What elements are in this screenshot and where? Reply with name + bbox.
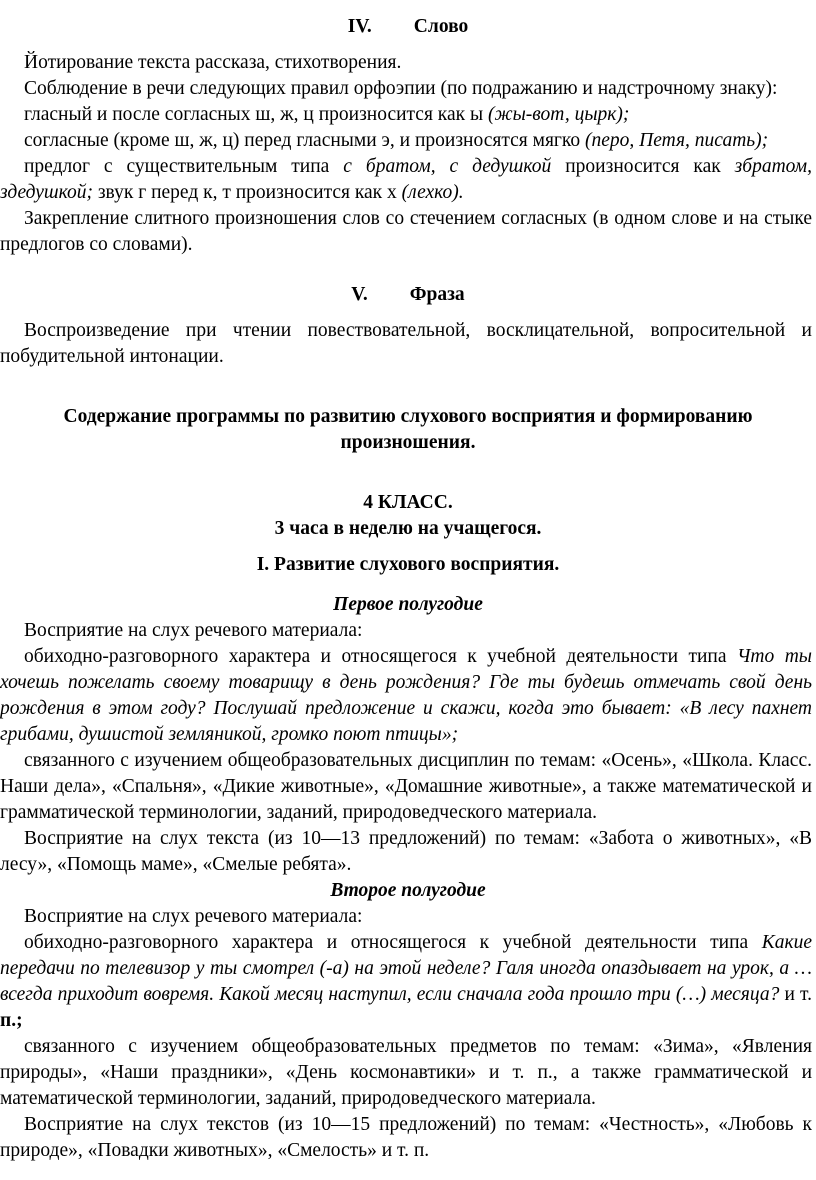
- text: обиходно-разговорного характера и относящегося к учебной деятельности типа: [24, 646, 737, 667]
- paragraph: Восприятие на слух текста (из 10—13 предложений) по темам: «Забота о животных», «В лесу», «Помощь маме», «Смелые ребята».: [0, 828, 812, 875]
- paragraph: [0, 128, 816, 154]
- paragraph: Восприятие на слух речевого материала:: [24, 906, 363, 927]
- text: предлог с существительным типа: [24, 156, 344, 177]
- paragraph: Соблюдение в речи следующих правил орфоэпии (по подражанию и надстрочному знаку):: [24, 78, 778, 99]
- section-heading-phrase: [0, 282, 816, 308]
- text: звук г перед к, т произносится как х: [92, 182, 402, 203]
- example-text: Что ты хочешь пожелать своему товарищу в день рождения? Где ты будешь отмечать свой день рождения в этом году? Послушай предложение и скажи, когда это бывает: «В лесу пахнет грибами, душистой земляникой, громко поют птицы»;: [0, 646, 812, 745]
- section-title: Фраза: [409, 284, 465, 305]
- section-title: Слово: [413, 16, 469, 37]
- example-text: с братом, с дедушкой: [343, 156, 552, 177]
- text: гласный и после согласных ш, ж, ц произносится как ы: [24, 104, 488, 125]
- paragraph: Восприятие на слух текстов (из 10—15 предложений) по темам: «Честность», «Любовь к природе», «Повадки животных», «Смелость» и т. п.: [0, 1114, 812, 1161]
- semester-title: Второе полугодие: [330, 880, 486, 901]
- text: произносится как: [551, 156, 735, 177]
- example-text: (перо, Петя, писать);: [585, 130, 769, 151]
- paragraph: Йотирование текста рассказа, стихотворения.: [24, 52, 402, 73]
- text: п.;: [0, 1010, 23, 1031]
- grade-heading: 4 КЛАСС.: [363, 492, 453, 513]
- hours-heading: 3 часа в неделю на учащегося.: [274, 518, 542, 539]
- paragraph: [0, 930, 816, 1034]
- example-text: (лехко).: [401, 182, 464, 203]
- example-text: Какие передачи по телевизор у ты смотрел (-а) на этой неделе? Галя иногда опаздывает на урок, а … всегда приходит вовремя. Какой месяц наступил, если сначала года прошло три (…) месяца?: [0, 932, 812, 1005]
- paragraph: [0, 102, 816, 128]
- part-heading: I. Развитие слухового восприятия.: [256, 554, 560, 575]
- paragraph: связанного с изучением общеобразовательных дисциплин по темам: «Осень», «Школа. Класс. Наши дела», «Спальня», «Дикие животные», «Домашние животные», а также математической и грамматической терминологии, заданий, природоведческого материала.: [0, 750, 812, 823]
- paragraph: Закрепление слитного произношения слов со стечением согласных (в одном слове и на стыке предлогов со словами).: [0, 208, 812, 255]
- text: согласные (кроме ш, ж, ц) перед гласными э, и произносятся мягко: [24, 130, 586, 151]
- section-heading-word: [0, 14, 816, 40]
- paragraph: [0, 154, 816, 206]
- paragraph: связанного с изучением общеобразовательных предметов по темам: «Зима», «Явления природы», «Наши праздники», «День космонавтики» и т. п., а также грамматической и математической терминологии, заданий, природоведческого материала.: [0, 1036, 812, 1109]
- section-number: IV.: [347, 16, 372, 37]
- paragraph: Восприятие на слух речевого материала:: [24, 620, 363, 641]
- semester-title: Первое полугодие: [333, 594, 483, 615]
- text: и т.: [779, 984, 812, 1005]
- paragraph: Воспроизведение при чтении повествовательной, восклицательной, вопросительной и побудительной интонации.: [0, 320, 812, 367]
- program-title: Содержание программы по развитию слухового восприятия и формированию произношения.: [63, 406, 753, 453]
- example-text: (жы-вот, цырк);: [487, 104, 630, 125]
- paragraph: [0, 644, 816, 748]
- example-text: збратом, здедушкой;: [0, 156, 812, 203]
- text: обиходно-разговорного характера и относящегося к учебной деятельности типа: [24, 932, 762, 953]
- section-number: V.: [351, 284, 368, 305]
